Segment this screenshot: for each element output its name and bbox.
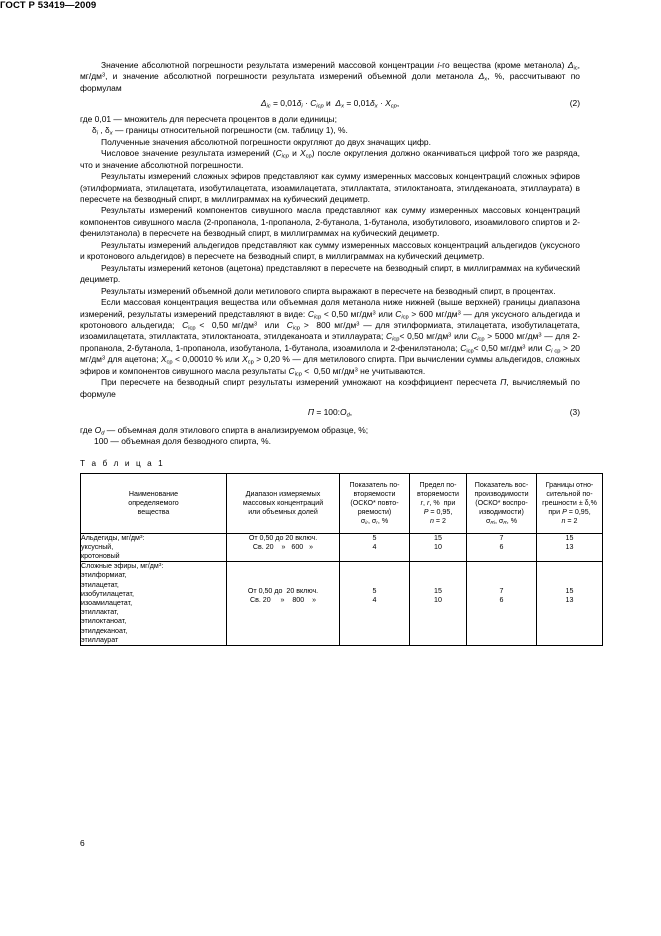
formula-3: $П = 100:O_d$, [307, 407, 353, 419]
th-line: производимости [474, 489, 529, 498]
th-line-p: Р = 0,95, [423, 508, 453, 517]
metrology-table [80, 473, 603, 646]
th-line: Границы отно- [545, 480, 594, 489]
table-row [81, 562, 603, 646]
th-line: массовых концентраций [242, 498, 324, 507]
value-line: 13 [565, 542, 574, 551]
th-line-sigma: $\sigma_{Ri}$, $\sigma_R$, % [486, 517, 517, 527]
formula-3-number: (3) [569, 407, 580, 418]
formula-2-number: (2) [569, 98, 580, 109]
th-line-sigma: $\sigma_{ir}$, $\sigma_r$, % [360, 517, 389, 527]
range-line: Св. 20 » 600 » [252, 542, 314, 551]
paragraph-absolute-error [80, 60, 580, 94]
th-line: вещества [137, 508, 170, 517]
th-line: вторяемости [417, 489, 459, 498]
row-name-line: этиллактат, [81, 608, 119, 617]
value-line: 4 [372, 542, 377, 551]
th-line-p: при Р = 0,95, [548, 508, 591, 517]
row-name-line: этилоктаноат, [81, 617, 127, 626]
paragraph-100-definition: 100 — объемная доля безводного спирта, %. [94, 436, 271, 447]
value-line: 15 [434, 587, 442, 596]
cell-repeatability-limit [410, 562, 467, 646]
value-line: 4 [372, 596, 377, 605]
row-name-line: Сложные эфиры, $мг/дм^3$: [81, 562, 164, 571]
paragraph-delta-limits: $\delta_i$ , $\delta_x$ — границы относительной погрешности (см. таблицу 1), %. [92, 125, 348, 137]
th-substance-name [81, 473, 227, 533]
th-repeatability-limit [410, 473, 467, 533]
p1-delta-x: Δ [478, 71, 485, 82]
value-line: 6 [499, 596, 504, 605]
formula-3-row [80, 407, 580, 418]
p1-delta-ic: Δ [567, 60, 574, 70]
th-line: Диапазон измеряемых [245, 489, 321, 498]
table-header-row [81, 473, 603, 533]
th-line: изводимости) [479, 508, 524, 517]
formula-2: $\Delta_{ic} = 0,01\delta_i \cdot C_{icp}$ и $\Delta_x = 0,01\delta_x \cdot X_{cp}$, [260, 98, 400, 110]
value-line: 15 [565, 533, 574, 542]
row-name-line: изобутилацетат, [81, 589, 134, 598]
th-relative-error-limits [537, 473, 603, 533]
table-row [81, 533, 603, 562]
cell-range [227, 562, 340, 646]
row-name-line: этилдеканоат, [81, 626, 128, 635]
cell-repeatability-index [340, 533, 410, 562]
row-name-line: кротоновый [81, 551, 120, 560]
paragraph-fusel-oil: Результаты измерений компонентов сивушного масла представляют как сумму измеренных массовых концентраций компонентов сивушного масла (2-пропанола, 1-пропанола, 2-бутанола, 1-бутанола, изобутилового, изоамилового спиртов и 2-фенилэтанола) в пересчете на безводный спирт, в миллиграммах на кубический дециметр. [80, 205, 580, 239]
th-line: сительной по- [546, 489, 593, 498]
cell-relative-error [537, 562, 603, 646]
paragraph-od-definition: где $O_d$ — объемная доля этилового спирта в анализируемом образце, %; [80, 424, 369, 436]
cell-substance-name [81, 562, 227, 646]
paragraph-numeric-value: Числовое значение результата измерений ($C_{icp}$ и $X_{ср}$) после округления должно оканчиваться цифрой того же разряда, что и значение абсолютной погрешности. [80, 148, 580, 170]
standard-header: ГОСТ Р 53419—2009 [0, 0, 97, 11]
th-line: Показатель вос- [474, 480, 529, 489]
cell-relative-error [537, 533, 603, 562]
value-line: 5 [372, 587, 377, 596]
table-body [81, 533, 603, 645]
range-line: Св. 20 » 800 » [249, 596, 317, 605]
paragraph-multiplier: где 0,01 — множитель для пересчета процентов в доли единицы; [80, 113, 337, 124]
th-reproducibility-index [467, 473, 537, 533]
p1-delta-x-sub: x [484, 76, 488, 83]
paragraph-esters: Результаты измерений сложных эфиров представляют как сумму измеренных массовых концентраций сложных эфиров (этилформиата, этилацетата, изобутилацетата, изоамилацетата, этиллактата, этилоктаноата, этилдеканоата, этиллаурата) в пересчете на безводный спирт, в миллиграммах на кубический дециметр. [80, 171, 580, 204]
th-line: ряемости) [357, 508, 392, 517]
cell-reproducibility-index [467, 562, 537, 646]
th-line: вторяемости [353, 489, 396, 498]
th-line-r: r, r, % при [420, 498, 456, 507]
formula-2-row [80, 98, 580, 109]
row-name-line: этилацетат, [81, 580, 119, 589]
paragraph-conversion-coefficient: При пересчете на безводный спирт результаты измерений умножают на коэффициент пересчета П, вычисляемый по формуле [80, 377, 580, 399]
cell-range [227, 533, 340, 562]
row-name-line: изоамилацетат, [81, 598, 133, 607]
th-measurement-range [227, 473, 340, 533]
p1-seg2: -го вещества (кроме метанола) [439, 60, 568, 70]
value-line: 10 [434, 596, 442, 605]
th-line: (ОСКО* повто- [350, 498, 399, 507]
th-line-delta: грешности ± δ,% [542, 498, 597, 507]
row-name-line: этиллаурат [81, 635, 119, 644]
row-name-line: этилформиат, [81, 571, 127, 580]
th-line: Предел по- [419, 480, 457, 489]
paragraph-ketones: Результаты измерений кетонов (ацетона) представляют в пересчете на безводный спирт, в миллиграммах на кубический дециметр. [80, 262, 580, 285]
row-name-line: уксусный, [81, 542, 114, 551]
p1-seg1: Значение абсолютной погрешности результата измерений массовой концентрации [101, 60, 438, 70]
value-line: 15 [565, 587, 574, 596]
p1-sup3: 3 [101, 73, 106, 80]
cell-reproducibility-index [467, 533, 537, 562]
paragraph-methanol-volume: Результаты измерений объемной доли метилового спирта выражают в пересчете на безводный спирт, в процентах. [101, 285, 556, 296]
th-line: Наименование [128, 489, 179, 498]
table-head [81, 473, 603, 533]
paragraph-aldehydes: Результаты измерений альдегидов представляют как сумму измеренных массовых концентраций альдегидов (уксусного и кротонового альдегидов) в пересчете на безводный спирт, в миллиграммах на кубический дециметр. [80, 239, 580, 262]
th-repeatability-index [340, 473, 410, 533]
p1-seg4: , и значение абсолютной погрешности результата измерений объемной доли метанола [105, 71, 479, 82]
p1-italic-i: i [437, 60, 440, 70]
th-line: определяемого [128, 498, 179, 507]
cell-repeatability-index [340, 562, 410, 646]
table-caption: Т а б л и ц а 1 [80, 458, 165, 468]
page-content [80, 60, 597, 646]
th-line: (ОСКО* воспро- [475, 498, 528, 507]
range-line: От 0,50 до 20 включ. [247, 587, 319, 596]
value-line: 15 [434, 533, 442, 542]
value-line: 6 [499, 542, 504, 551]
p1-delta-ic-sub: ic [573, 65, 578, 72]
page-number: 6 [80, 838, 85, 848]
p1-seg5: , %, рассчитывают по формулам [80, 71, 580, 93]
range-line: От 0,50 до 20 включ. [248, 533, 318, 542]
value-line: 5 [372, 533, 377, 542]
row-name-line: Альдегиды, $мг/дм^3$: [81, 533, 145, 542]
value-line: 13 [565, 596, 574, 605]
value-line: 7 [499, 587, 504, 596]
value-line: 10 [434, 542, 442, 551]
value-line: 7 [499, 533, 504, 542]
th-line: или объемных долей [248, 508, 318, 517]
paragraph-rounding: Полученные значения абсолютной погрешности округляют до двух значащих цифр. [101, 136, 431, 147]
cell-repeatability-limit [410, 533, 467, 562]
paragraph-out-of-range: Если массовая концентрация вещества или объемная доля метанола ниже нижней (выше верхней) границы диапазона измерений, результаты измерений представляют в виде: $C_{iср} < 0,50$ $мг/дм^3$ или $C_{iср} > 600$ $мг/дм^3$ — для уксусного альдегида и кротонового альдегида; $C_{icp} < 0,50$ $мг/дм^3$ или $C_{iср} > 800$ $мг/дм^3$ — для этилформиата, этилацетата, изобутилацетата, изоамилацетата, этиллактата, этилоктаноата, этилдеканоата и этиллаурата; $C_{iср}< 0,50$ $мг/дм^3$ или $C_{iср} > 5000$ $мг/дм^3$ — для 2-пропанола, 2-бутанола, 1-пропанола, изобутанола, 1-бутанола, изоамилола и 2-фенилэтанола; $C_{icp}< 0,50$ $мг/дм^3$ или $C_i$ $_{ср}$ > 20 $мг/дм^3$ для ацетона; $X_{ср} < 0,00010$ % или $X_{ср} > 0,20$ % — для метилового спирта. При вычислении суммы альдегидов, сложных эфиров и компонентов сивушного масла результаты $C_{iср} < 0,50$ $мг/дм^3$ не учитываются. [80, 297, 581, 378]
th-line-n: n = 2 [561, 517, 578, 526]
p1-seg3: , мг/дм [80, 60, 580, 82]
th-line: Показатель по- [349, 480, 400, 489]
cell-substance-name [81, 533, 227, 562]
th-line-n: n = 2 [430, 517, 446, 526]
